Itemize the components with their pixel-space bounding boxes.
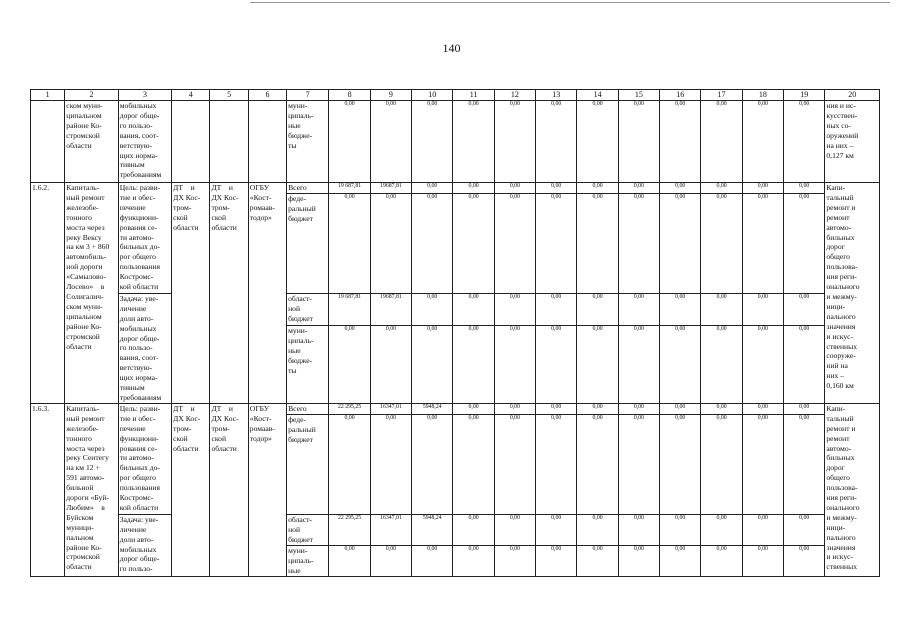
funding-value: 19 687,81 <box>329 293 370 325</box>
funding-source: муни- ципаль- ные бюдже- ты <box>287 101 329 183</box>
funding-value: 0,00 <box>618 193 659 293</box>
funding-value: 0,00 <box>577 193 618 293</box>
funding-value: 0,00 <box>494 183 535 194</box>
funding-value: 0,00 <box>784 183 825 194</box>
measure-goal: Цель: разви- тие и обес- печение функциони- рования се- ти автомо- бильных до- рог общего пользования Костромс- кой области <box>118 403 171 514</box>
funding-value: 0,00 <box>536 326 577 404</box>
measure-object: Капиталь- ный ремонт железобе- тонного моста через реку Вексу на км 3 + 860 автомобиль- ной дороги «Самылово- Лосево» в Солигалич- ском муни- ципальном районе Ко- стромской области <box>65 183 118 404</box>
funding-value: 0,00 <box>536 514 577 545</box>
funding-value: 0,00 <box>660 326 701 404</box>
funding-value: 0,00 <box>370 193 411 293</box>
expected-result: Капи- тальный ремонт и ремонт автомо- бильных дорог общего пользова- ния реги- онального и межму- ници- пального значения и искус- ственных сооруже- ний на них – 0,160 км <box>825 183 880 404</box>
measure-object: Капиталь- ный ремонт железобе- тонного моста через реку Сеитегу на км 12 + 591 автомо- бильной дороги «Буй- Любим» в Буйском муници- пальном районе Ко- стромской области <box>65 403 118 576</box>
funding-value: 0,00 <box>494 101 535 183</box>
funding-source: феде- ральный бюджет <box>287 193 329 293</box>
funding-value: 0,00 <box>453 293 494 325</box>
funding-value: 0,00 <box>536 293 577 325</box>
header-cell: 2 <box>65 90 118 101</box>
funding-value: 0,00 <box>536 414 577 514</box>
funding-value: 0,00 <box>453 183 494 194</box>
funding-value: 0,00 <box>701 101 742 183</box>
funding-value: 0,00 <box>577 403 618 414</box>
measure-code <box>31 101 65 183</box>
header-cell: 1 <box>31 90 65 101</box>
funding-value: 19687,81 <box>370 183 411 194</box>
funding-value: 0,00 <box>660 183 701 194</box>
funding-value: 0,00 <box>453 101 494 183</box>
funding-value: 0,00 <box>577 545 618 576</box>
funding-value: 0,00 <box>742 183 783 194</box>
funding-value: 5948,24 <box>412 403 453 414</box>
funding-value: 0,00 <box>536 101 577 183</box>
header-cell: 9 <box>370 90 411 101</box>
funding-value: 0,00 <box>494 403 535 414</box>
funding-value: 0,00 <box>494 293 535 325</box>
funding-value: 0,00 <box>660 414 701 514</box>
funding-value: 0,00 <box>701 293 742 325</box>
funding-value: 0,00 <box>370 414 411 514</box>
funding-value: 0,00 <box>618 183 659 194</box>
funding-value: 0,00 <box>494 326 535 404</box>
funding-value: 0,00 <box>412 545 453 576</box>
table-body <box>31 90 880 577</box>
co-executor <box>210 101 248 183</box>
funding-value: 0,00 <box>701 326 742 404</box>
expected-result: ния и ис- кусствен- ных со- оружений на них – 0,127 км <box>825 101 880 183</box>
funding-value: 0,00 <box>412 293 453 325</box>
header-cell: 4 <box>172 90 210 101</box>
co-executor: ДТ и ДХ Кос- тром- ской области <box>210 183 248 404</box>
funding-value: 0,00 <box>618 414 659 514</box>
table-row <box>31 403 880 414</box>
funding-value: 0,00 <box>536 183 577 194</box>
responsible-executor: ДТ и ДХ Кос- тром- ской области <box>172 403 210 576</box>
funding-value: 0,00 <box>412 183 453 194</box>
funding-value: 0,00 <box>660 193 701 293</box>
table-row <box>31 293 880 325</box>
funding-value: 0,00 <box>784 545 825 576</box>
funding-value: 0,00 <box>701 545 742 576</box>
measure-goal: Цель: разви- тие и обес- печение функциони- рования се- ти автомо- бильных до- рог общего пользования Костромс- кой области <box>118 183 171 294</box>
table-row <box>31 183 880 194</box>
funding-value: 0,00 <box>453 403 494 414</box>
budget-table <box>30 89 880 577</box>
top-rule <box>250 2 890 3</box>
funding-value: 0,00 <box>370 545 411 576</box>
funding-value: 0,00 <box>618 403 659 414</box>
funding-value: 0,00 <box>453 545 494 576</box>
funding-value: 16347,01 <box>370 403 411 414</box>
funding-value: 0,00 <box>618 326 659 404</box>
funding-value: 0,00 <box>329 101 370 183</box>
funding-value: 0,00 <box>412 414 453 514</box>
funding-value: 0,00 <box>742 414 783 514</box>
funding-source: феде- ральный бюджет <box>287 414 329 514</box>
co-executor: ДТ и ДХ Кос- тром- ской области <box>210 403 248 576</box>
participant: ОГБУ «Кост- ромаав- тодор» <box>248 403 286 576</box>
funding-source: Всего <box>287 183 329 194</box>
header-cell: 7 <box>287 90 329 101</box>
funding-value: 0,00 <box>742 101 783 183</box>
funding-value: 0,00 <box>329 414 370 514</box>
measure-code: 1.6.2. <box>31 183 65 404</box>
funding-value: 0,00 <box>577 514 618 545</box>
funding-value: 0,00 <box>412 193 453 293</box>
funding-value: 19687,81 <box>370 293 411 325</box>
funding-source: област- ной бюджет <box>287 514 329 545</box>
funding-value: 22 295,25 <box>329 403 370 414</box>
funding-value: 19 687,81 <box>329 183 370 194</box>
funding-value: 0,00 <box>784 193 825 293</box>
header-cell: 11 <box>453 90 494 101</box>
measure-code: 1.6.3. <box>31 403 65 576</box>
funding-value: 0,00 <box>329 193 370 293</box>
header-cell: 20 <box>825 90 880 101</box>
funding-value: 0,00 <box>494 193 535 293</box>
funding-value: 0,00 <box>453 193 494 293</box>
responsible-executor <box>172 101 210 183</box>
header-cell: 8 <box>329 90 370 101</box>
measure-task: Задача: уве- личение доли авто- мобильных дорог обще- го пользо- вания, соот- ветствую- щих норма- тивным требованиям <box>118 293 171 403</box>
funding-value: 0,00 <box>453 326 494 404</box>
funding-value: 0,00 <box>618 293 659 325</box>
responsible-executor: ДТ и ДХ Кос- тром- ской области <box>172 183 210 404</box>
funding-value: 0,00 <box>370 101 411 183</box>
header-row <box>31 90 880 101</box>
header-cell: 3 <box>118 90 171 101</box>
funding-source: муни- ципаль- ные <box>287 545 329 576</box>
funding-value: 0,00 <box>784 293 825 325</box>
funding-value: 0,00 <box>742 514 783 545</box>
funding-value: 0,00 <box>412 101 453 183</box>
funding-value: 5948,24 <box>412 514 453 545</box>
funding-source: муни- ципаль- ные бюдже- ты <box>287 326 329 404</box>
funding-value: 0,00 <box>784 101 825 183</box>
header-cell: 5 <box>210 90 248 101</box>
funding-value: 0,00 <box>660 545 701 576</box>
funding-value: 0,00 <box>329 326 370 404</box>
header-cell: 17 <box>701 90 742 101</box>
expected-result: Капи- тальный ремонт и ремонт автомо- бильных дорог общего пользова- ния реги- онального и межму- ници- пального значения и искус- ственных <box>825 403 880 576</box>
funding-value: 16347,01 <box>370 514 411 545</box>
funding-value: 0,00 <box>577 414 618 514</box>
header-cell: 10 <box>412 90 453 101</box>
header-cell: 15 <box>618 90 659 101</box>
funding-value: 0,00 <box>453 414 494 514</box>
funding-value: 0,00 <box>784 414 825 514</box>
funding-value: 0,00 <box>370 326 411 404</box>
funding-value: 0,00 <box>742 326 783 404</box>
funding-value: 0,00 <box>660 293 701 325</box>
funding-value: 0,00 <box>660 403 701 414</box>
funding-value: 0,00 <box>412 326 453 404</box>
participant: ОГБУ «Кост- ромаав- тодор» <box>248 183 286 404</box>
funding-value: 22 295,25 <box>329 514 370 545</box>
table-row <box>31 514 880 545</box>
funding-value: 0,00 <box>660 514 701 545</box>
measure-goal: мобильных дорог обще- го пользо- вания, соот- ветствую- щих норма- тивным требованиям <box>118 101 171 183</box>
measure-object: ском муни- ципальном районе Ко- стромской области <box>65 101 118 183</box>
funding-value: 0,00 <box>701 514 742 545</box>
funding-value: 0,00 <box>494 414 535 514</box>
header-cell: 18 <box>742 90 783 101</box>
funding-value: 0,00 <box>453 514 494 545</box>
funding-source: Всего <box>287 403 329 414</box>
funding-value: 0,00 <box>742 403 783 414</box>
funding-value: 0,00 <box>742 293 783 325</box>
header-cell: 12 <box>494 90 535 101</box>
funding-value: 0,00 <box>701 193 742 293</box>
funding-source: област- ной бюджет <box>287 293 329 325</box>
table-row <box>31 101 880 183</box>
page-number: 140 <box>442 41 461 55</box>
funding-value: 0,00 <box>784 514 825 545</box>
funding-value: 0,00 <box>784 326 825 404</box>
funding-value: 0,00 <box>577 293 618 325</box>
funding-value: 0,00 <box>742 193 783 293</box>
funding-value: 0,00 <box>536 403 577 414</box>
funding-value: 0,00 <box>494 545 535 576</box>
header-cell: 16 <box>660 90 701 101</box>
funding-value: 0,00 <box>742 545 783 576</box>
header-cell: 6 <box>248 90 286 101</box>
funding-value: 0,00 <box>701 183 742 194</box>
funding-value: 0,00 <box>618 545 659 576</box>
header-cell: 14 <box>577 90 618 101</box>
funding-value: 0,00 <box>577 101 618 183</box>
header-cell: 19 <box>784 90 825 101</box>
participant <box>248 101 286 183</box>
funding-value: 0,00 <box>701 403 742 414</box>
funding-value: 0,00 <box>536 545 577 576</box>
funding-value: 0,00 <box>660 101 701 183</box>
funding-value: 0,00 <box>577 183 618 194</box>
funding-value: 0,00 <box>329 545 370 576</box>
funding-value: 0,00 <box>618 101 659 183</box>
funding-value: 0,00 <box>701 414 742 514</box>
funding-value: 0,00 <box>784 403 825 414</box>
funding-value: 0,00 <box>618 514 659 545</box>
funding-value: 0,00 <box>536 193 577 293</box>
funding-value: 0,00 <box>494 514 535 545</box>
header-cell: 13 <box>536 90 577 101</box>
funding-value: 0,00 <box>577 326 618 404</box>
measure-task: Задача: уве- личение доли авто- мобильных дорог обще- го пользо- <box>118 514 171 576</box>
